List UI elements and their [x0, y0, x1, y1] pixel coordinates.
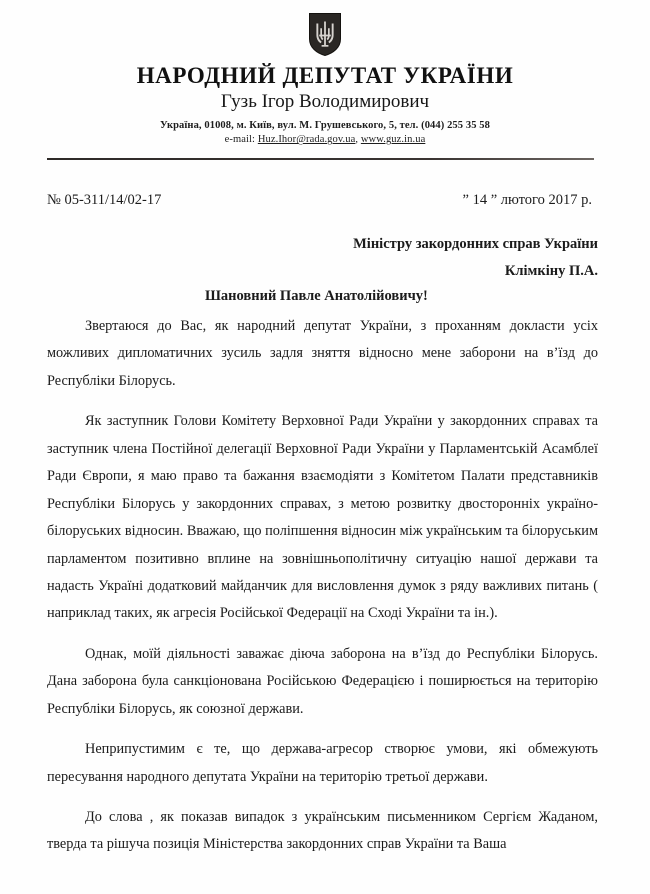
- email-separator: ,: [355, 134, 359, 146]
- addressee-name: Клімкіну П.А.: [504, 262, 598, 279]
- website-link[interactable]: www.guz.in.ua: [360, 134, 426, 146]
- header-divider-rule: [47, 158, 594, 160]
- reference-number: № 05-311/14/02-17: [47, 192, 162, 208]
- email-link[interactable]: Huz.Ihor@rada.gov.ua: [257, 134, 356, 146]
- body-paragraph: Однак, моїй діяльності заважає діюча заборона на в’їзд до Республіки Білорусь. Дана заборона була санкціонована Російською Федерацією і поширюється на територію Республіки Білорусь, як союзної держави.: [47, 645, 598, 717]
- deputy-name: Гузь Ігор Володимирович: [220, 91, 430, 113]
- organization-title: НАРОДНИЙ ДЕПУТАТ УКРАЇНИ: [136, 63, 514, 88]
- email-label: e-mail:: [224, 134, 256, 146]
- letter-body: [47, 313, 598, 859]
- contact-email-line: [0, 133, 650, 147]
- body-paragraph: Звертаюся до Вас, як народний депутат України, з проханням докласти усіх можливих дипломатичних зусиль задля зняття відносно мене заборони на в’їзд до Республіки Білорусь.: [47, 318, 598, 389]
- contact-address-line: [0, 119, 650, 133]
- addressee-position: Міністру закордонних справ України: [353, 236, 598, 252]
- ukraine-trident-emblem-icon: [308, 12, 342, 57]
- document-meta-row: [47, 192, 598, 209]
- document-date: ” 14 ” лютого 2017 р.: [462, 192, 592, 208]
- addressee-block: [47, 231, 598, 285]
- body-paragraph: Як заступник Голови Комітету Верховної Ради України у закордонних справах та заступник члена Постійної делегації Верховної Ради України у Парламентській Асамблеї Ради Європи, я маю право та бажання взаємодіяти з Комітетом Палати представників Республіки Білорусь у закордонних справах, з метою розвитку двосторонніх україно-білоруських відносин. Вважаю, що поліпшення відносин між українським та білоруським парламентом позитивно вплине на зовнішньополітичну ситуацію нашої держави та надасть Україні додатковий майданчик для висловлення думок з ряду важливих питань ( наприклад таких, як агресія Російської Федерації на Сході України та ін.).: [47, 413, 598, 622]
- body-paragraph: Неприпустимим є те, що держава-агресор створює умови, які обмежують пересування народного депутата України на територію третьої держави.: [47, 741, 598, 785]
- letterhead: [0, 0, 650, 147]
- address-text: Україна, 01008, м. Київ, вул. М. Грушевського, 5, тел. (044) 255 35 58: [160, 120, 490, 132]
- salutation: Шановний Павле Анатолійовичу!: [205, 288, 428, 304]
- body-paragraph: До слова , як показав випадок з українським письменником Сергієм Жаданом, тверда та рішуча позиція Міністерства закордонних справ України та Ваша: [47, 809, 598, 853]
